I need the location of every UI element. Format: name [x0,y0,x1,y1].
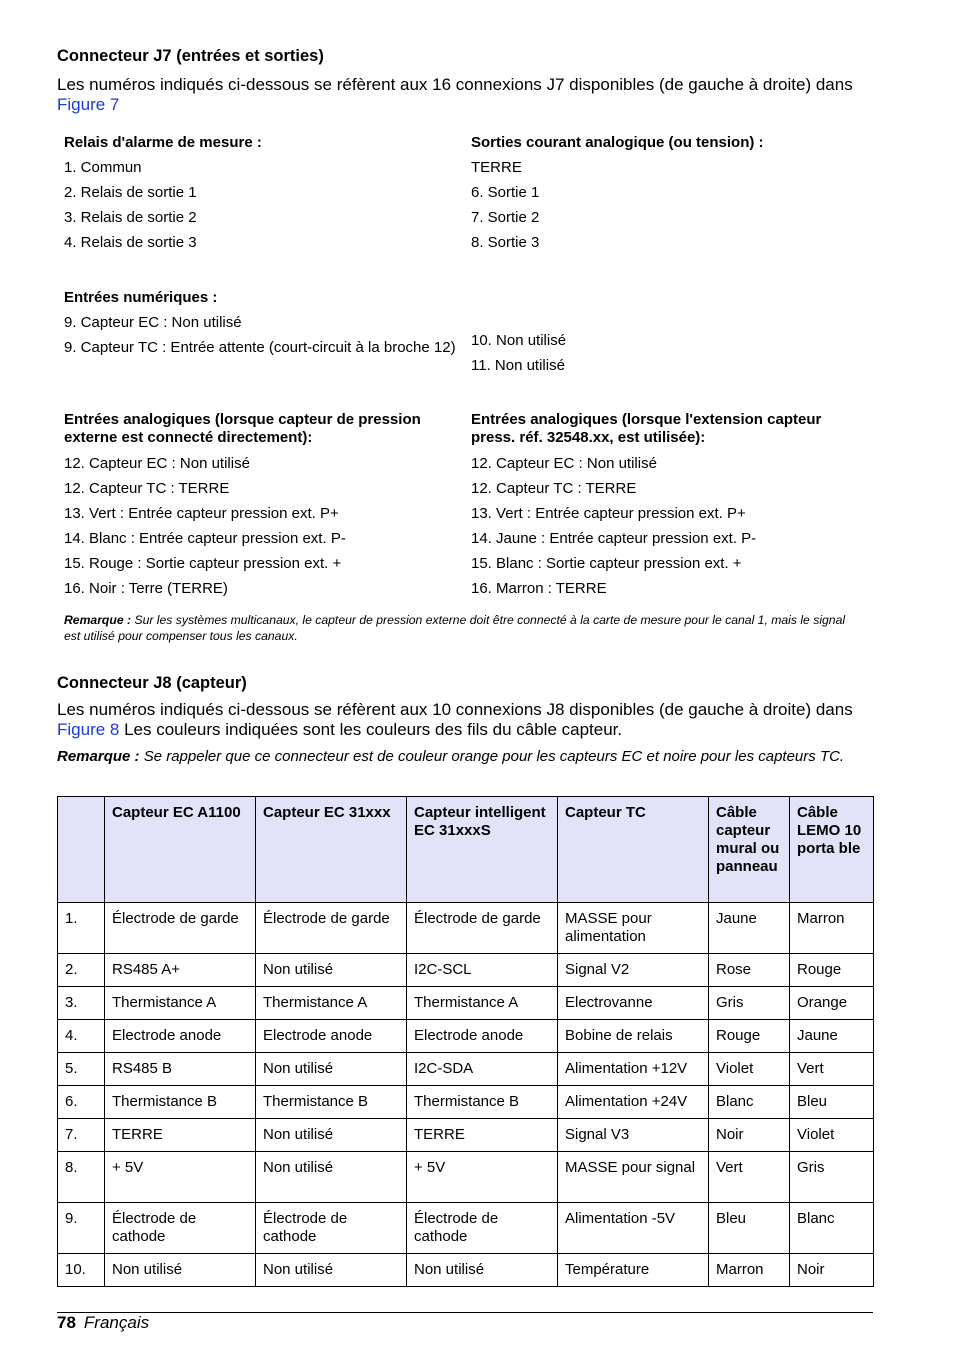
table-cell: Non utilisé [407,1254,558,1287]
table-cell: Rose [709,954,790,987]
j8-heading: Connecteur J8 (capteur) [57,674,247,692]
table-row [58,987,874,1020]
table-cell: TERRE [407,1119,558,1152]
table-cell: I2C-SDA [407,1053,558,1086]
table-cell: I2C-SCL [407,954,558,987]
table-cell: Blanc [709,1086,790,1119]
table-cell: Thermistance A [105,987,256,1020]
analog-direct-header: Entrées analogiques (lorsque capteur de pression externe est connecté directement): [64,411,421,446]
table-cell: 4. [58,1020,105,1053]
table-cell: Noir [790,1254,874,1287]
table-cell: 7. [58,1119,105,1152]
current-output-item: 8. Sortie 3 [471,234,540,251]
table-cell: Jaune [709,903,790,954]
table-row [58,954,874,987]
col-header-lemo-cable: Câble LEMO 10 porta ble [790,797,874,903]
alarm-relay-item: 3. Relais de sortie 2 [64,209,197,226]
analog-direct-item: 16. Noir : Terre (TERRE) [64,580,228,597]
table-cell: Électrode de cathode [407,1203,558,1254]
page-number: 78 [57,1313,76,1332]
table-cell: Alimentation +24V [558,1086,709,1119]
table-cell: Bleu [709,1203,790,1254]
table-cell: Non utilisé [256,1152,407,1203]
j7-intro [57,75,877,115]
current-output-item: 6. Sortie 1 [471,184,540,201]
analog-extension-item: 15. Blanc : Sortie capteur pression ext. + [471,555,742,572]
table-cell: Thermistance B [256,1086,407,1119]
table-cell: Violet [709,1053,790,1086]
j7-intro-text: Les numéros indiqués ci-dessous se réfèrent aux 16 connexions J7 disponibles (de gauche à droite) dans [57,75,853,94]
table-row [58,903,874,954]
table-cell: + 5V [105,1152,256,1203]
analog-direct-item: 15. Rouge : Sortie capteur pression ext. + [64,555,342,572]
table-cell: Bleu [790,1086,874,1119]
current-output-item: 7. Sortie 2 [471,209,540,226]
table-cell: Non utilisé [105,1254,256,1287]
table-cell: Orange [790,987,874,1020]
table-cell: Non utilisé [256,954,407,987]
current-output-item: TERRE [471,159,522,176]
figure-7-link[interactable]: Figure 7 [57,95,120,114]
table-cell: MASSE pour alimentation [558,903,709,954]
table-cell: Electrode anode [256,1020,407,1053]
table-row [58,1152,874,1203]
table-cell: Jaune [790,1020,874,1053]
analog-extension-item: 16. Marron : TERRE [471,580,607,597]
analog-direct-item: 13. Vert : Entrée capteur pression ext. P+ [64,505,339,522]
analog-extension-header: Entrées analogiques (lorsque l'extension capteur press. réf. 32548.xx, est utilisée): [471,411,822,446]
digital-input-item: 9. Capteur TC : Entrée attente (court-circuit à la broche 12) [64,339,456,356]
table-cell: Violet [790,1119,874,1152]
table-cell: Électrode de garde [105,903,256,954]
table-cell: Électrode de garde [256,903,407,954]
j7-heading: Connecteur J7 (entrées et sorties) [57,47,324,65]
analog-direct-item: 14. Blanc : Entrée capteur pression ext. P- [64,530,346,547]
table-cell: Électrode de cathode [256,1203,407,1254]
table-row [58,1203,874,1254]
table-cell: Noir [709,1119,790,1152]
table-cell: Vert [709,1152,790,1203]
digital-input-item: 9. Capteur EC : Non utilisé [64,314,242,331]
j8-note [57,748,877,766]
table-header-row [58,797,874,903]
analog-direct-item: 12. Capteur TC : TERRE [64,480,230,497]
table-cell: 2. [58,954,105,987]
table-cell: Signal V2 [558,954,709,987]
table-cell: Vert [790,1053,874,1086]
table-cell: 10. [58,1254,105,1287]
analog-extension-item: 14. Jaune : Entrée capteur pression ext. P- [471,530,757,547]
col-header-tc: Capteur TC [558,797,709,903]
table-cell: 3. [58,987,105,1020]
alarm-relay-item: 2. Relais de sortie 1 [64,184,197,201]
table-cell: MASSE pour signal [558,1152,709,1203]
alarm-relay-item: 1. Commun [64,159,142,176]
note-text: Sur les systèmes multicanaux, le capteur de pression externe doit être connecté à la carte de mesure pour le canal 1, mais le signal est utilisé pour compenser tous les canaux. [64,613,846,643]
note-text: Se rappeler que ce connecteur est de couleur orange pour les capteurs EC et noire pour les capteurs TC. [143,748,845,765]
table-cell: Température [558,1254,709,1287]
table-cell: Gris [790,1152,874,1203]
alarm-relay-header: Relais d'alarme de mesure : [64,134,262,151]
table-cell: + 5V [407,1152,558,1203]
footer-language: Français [83,1313,150,1332]
digital-inputs-header: Entrées numériques : [64,289,218,306]
table-row [58,1053,874,1086]
analog-extension-item: 13. Vert : Entrée capteur pression ext. P+ [471,505,746,522]
j7-note [64,612,864,644]
table-cell: Blanc [790,1203,874,1254]
alarm-relay-item: 4. Relais de sortie 3 [64,234,197,251]
table-cell: Électrode de garde [407,903,558,954]
table-cell: Thermistance A [256,987,407,1020]
page-footer [57,1313,149,1333]
table-cell: Thermistance B [105,1086,256,1119]
table-cell: Non utilisé [256,1053,407,1086]
table-cell: 5. [58,1053,105,1086]
table-cell: 1. [58,903,105,954]
col-header-ec-a1100: Capteur EC A1100 [105,797,256,903]
analog-extension-item: 12. Capteur EC : Non utilisé [471,455,657,472]
table-cell: Rouge [790,954,874,987]
table-cell: Gris [709,987,790,1020]
digital-input-item: 11. Non utilisé [471,357,565,374]
table-cell: Thermistance A [407,987,558,1020]
j8-intro-text: Les numéros indiqués ci-dessous se réfèrent aux 10 connexions J8 disponibles (de gauche à droite) dans [57,700,853,719]
analog-extension-item: 12. Capteur TC : TERRE [471,480,637,497]
col-header-wall-cable: Câble capteur mural ou panneau [709,797,790,903]
col-header-pin [58,797,105,903]
table-cell: Marron [709,1254,790,1287]
table-row [58,1119,874,1152]
table-cell: Electrode anode [105,1020,256,1053]
table-cell: Electrode anode [407,1020,558,1053]
col-header-ec-31xxx: Capteur EC 31xxx [256,797,407,903]
j8-intro-text-2: Les couleurs indiquées sont les couleurs des fils du câble capteur. [119,720,623,739]
table-cell: Électrode de cathode [105,1203,256,1254]
table-cell: RS485 B [105,1053,256,1086]
note-label: Remarque : [64,613,135,627]
table-cell: Rouge [709,1020,790,1053]
table-cell: RS485 A+ [105,954,256,987]
j8-pinout-table [57,796,874,1287]
table-cell: Marron [790,903,874,954]
table-row [58,1254,874,1287]
col-header-smart-ec: Capteur intelligent EC 31xxxS [407,797,558,903]
table-cell: Electrovanne [558,987,709,1020]
table-cell: Alimentation -5V [558,1203,709,1254]
digital-input-item: 10. Non utilisé [471,332,567,349]
note-label: Remarque : [57,748,144,765]
current-outputs-header: Sorties courant analogique (ou tension) : [471,134,764,151]
table-cell: 9. [58,1203,105,1254]
table-cell: TERRE [105,1119,256,1152]
table-cell: 8. [58,1152,105,1203]
j8-intro [57,700,877,740]
table-row [58,1086,874,1119]
table-cell: Signal V3 [558,1119,709,1152]
table-cell: Bobine de relais [558,1020,709,1053]
table-cell: 6. [58,1086,105,1119]
analog-direct-item: 12. Capteur EC : Non utilisé [64,455,250,472]
table-cell: Alimentation +12V [558,1053,709,1086]
table-row [58,1020,874,1053]
table-cell: Non utilisé [256,1254,407,1287]
table-cell: Thermistance B [407,1086,558,1119]
table-cell: Non utilisé [256,1119,407,1152]
footer-divider [57,1312,873,1313]
figure-8-link[interactable]: Figure 8 [57,720,120,739]
